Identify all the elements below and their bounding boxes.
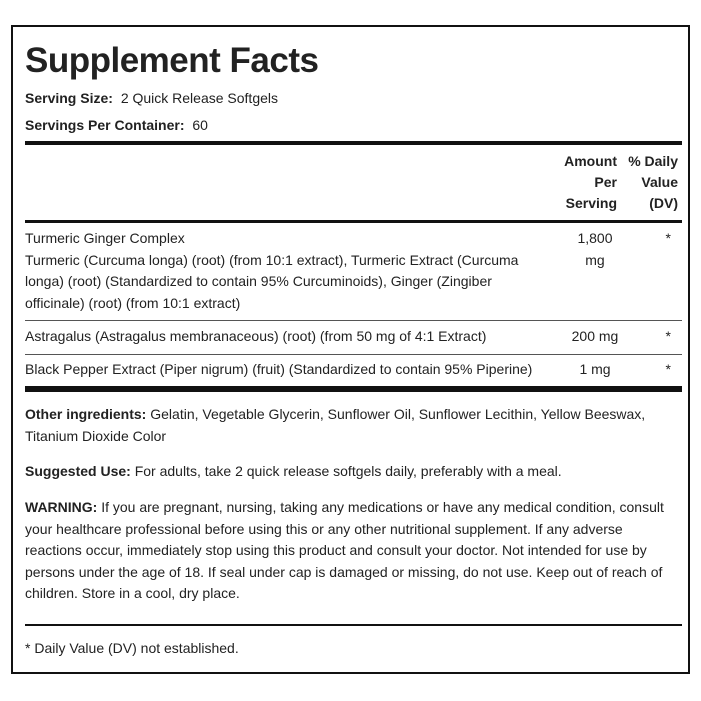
daily-value-header: % Daily Value (DV) xyxy=(628,153,678,211)
ingredient-name: Black Pepper Extract (Piper nigrum) (fruit) (Standardized to contain 95% Piperine) xyxy=(25,361,533,377)
row-divider xyxy=(25,354,682,355)
thick-divider xyxy=(25,386,682,392)
warning xyxy=(25,497,682,605)
serving-size-label: Serving Size: xyxy=(25,90,113,106)
other-ingredients-text: Gelatin, Vegetable Glycerin, Sunflower Oil, Sunflower Lecithin, Yellow Beeswax, Titanium Dioxide Color xyxy=(25,406,646,444)
suggested-use xyxy=(25,461,682,483)
warning-label: WARNING: xyxy=(25,499,98,515)
ingredient-dv: * xyxy=(665,230,671,246)
panel-title: Supplement Facts xyxy=(25,41,319,80)
row-divider xyxy=(25,320,682,321)
serving-size xyxy=(25,90,278,106)
thick-divider xyxy=(25,141,682,145)
other-ingredients xyxy=(25,404,682,447)
ingredient-amount: 1 mg xyxy=(579,361,611,377)
ingredient-detail: Turmeric (Curcuma longa) (root) (from 10:1 extract), Turmeric Extract (Curcuma longa) (root) (Standardized to contain 95% Curcuminoids), Ginger (Zingiber officinale) (root) (from 10:1 extract) xyxy=(25,251,519,311)
table-row xyxy=(25,228,535,314)
footnote-divider xyxy=(25,624,682,626)
serving-size-value: 2 Quick Release Softgels xyxy=(120,90,279,106)
other-ingredients-label: Other ingredients: xyxy=(25,406,147,422)
ingredient-name: Turmeric Ginger Complex xyxy=(25,230,185,246)
ingredient-dv: * xyxy=(665,328,671,344)
header-divider xyxy=(25,220,682,223)
suggested-use-label: Suggested Use: xyxy=(25,463,131,479)
footnote: * Daily Value (DV) not established. xyxy=(25,640,239,656)
warning-text: If you are pregnant, nursing, taking any medications or have any medical condition, consult your healthcare professional before using this or any other nutritional supplement. If any adverse reactions occur, immediately stop using this product and consult your doctor. Not intended for use by persons under the age of 18. If seal under cap is damaged or missing, do not use. Keep out of reach of children. Store in a cool, dry place. xyxy=(25,499,664,601)
ingredient-amount: 200 mg xyxy=(571,328,619,344)
supplement-facts-panel xyxy=(11,25,690,674)
ingredient-dv: * xyxy=(665,361,671,377)
servings-per-container-value: 60 xyxy=(192,117,208,133)
ingredient-amount: 1,800 mg xyxy=(577,230,613,268)
ingredient-name: Astragalus (Astragalus membranaceous) (root) (from 50 mg of 4:1 Extract) xyxy=(25,328,487,344)
amount-per-serving-header: Amount Per Serving xyxy=(564,153,617,211)
servings-per-container xyxy=(25,117,208,133)
suggested-use-text: For adults, take 2 quick release softgels daily, preferably with a meal. xyxy=(134,463,562,479)
servings-per-container-label: Servings Per Container: xyxy=(25,117,185,133)
